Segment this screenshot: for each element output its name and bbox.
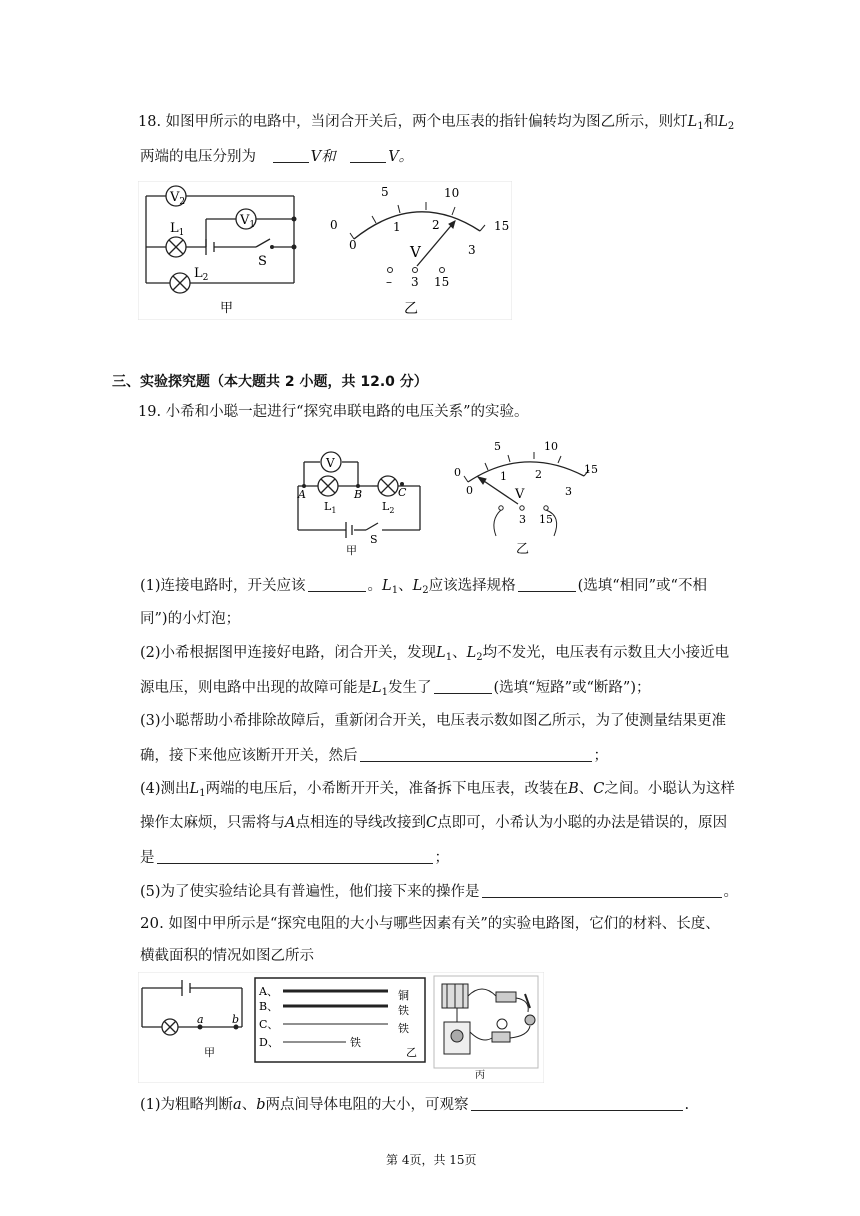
q19-meter-top-0: 0 bbox=[454, 466, 461, 479]
q19-p3-line1: (3)小聪帮助小希排除故障后，重新闭合开关，电压表示数如图乙所示，为了使测量结果更准 bbox=[140, 713, 727, 729]
q19-p5-text-b: 。 bbox=[723, 884, 739, 900]
q18-number: 18. bbox=[138, 114, 162, 130]
q19-l1-letter: L bbox=[324, 500, 332, 513]
q19-terminal-15: 15 bbox=[539, 513, 553, 526]
q19-voltmeter-label: V bbox=[326, 456, 335, 470]
q19-p4-text-f: 点即可，小希认为小聪的办法是错误的，原因 bbox=[437, 815, 728, 831]
q19-switch-label: S bbox=[370, 533, 378, 546]
q20-p1-var-b: b bbox=[256, 1097, 266, 1113]
q19-p4-l: L bbox=[189, 781, 200, 797]
q20-p1-text-b: 两点间导体电阻的大小，可观察 bbox=[265, 1097, 469, 1113]
q19-p2-l: L bbox=[372, 680, 382, 696]
q18-meter-unit: V bbox=[410, 243, 421, 261]
q19-p4-l-sub: 1 bbox=[199, 788, 206, 799]
q18-v1-sub: 1 bbox=[249, 220, 256, 230]
q20-p1-text-a: (1)为粗略判断 bbox=[140, 1097, 234, 1113]
q19-meter-bottom-3: 3 bbox=[565, 485, 572, 498]
q19-p1-blank-1[interactable] bbox=[308, 578, 366, 592]
q19-p2-l1: L bbox=[436, 645, 446, 661]
q20-p1-blank[interactable] bbox=[471, 1097, 683, 1111]
q20-wire-d-material: 铁 bbox=[350, 1036, 361, 1049]
q18-v1-letter: V bbox=[240, 213, 250, 228]
q19-p4-c2: C bbox=[425, 815, 438, 831]
q18-unit-1: V和 bbox=[310, 149, 336, 165]
q19-p2-l-sub: 1 bbox=[381, 687, 389, 698]
q19-meter-top-10: 10 bbox=[544, 440, 558, 453]
q18-caption-jia: 甲 bbox=[220, 301, 234, 316]
q19-p2-text-c: 源电压，则电路中出现的故障可能是 bbox=[140, 680, 372, 696]
q19-p3-line2 bbox=[140, 748, 608, 764]
q19-p2-text-b: 均不发光，电压表有示数且大小接近电 bbox=[482, 645, 730, 661]
q20-caption-jia: 甲 bbox=[204, 1046, 215, 1059]
q18-terminal-3: 3 bbox=[411, 275, 419, 289]
q19-meter-unit: V bbox=[515, 487, 525, 502]
q19-point-a: A bbox=[298, 488, 306, 501]
q19-p1-text-b: 。 bbox=[367, 578, 383, 594]
q19-meter-bottom-2: 2 bbox=[535, 468, 542, 481]
q18-blank-2[interactable] bbox=[350, 149, 386, 163]
q19-meter-top-15: 15 bbox=[584, 463, 598, 476]
q19-p1-l2: L bbox=[412, 578, 423, 594]
q19-p4-b: B bbox=[568, 781, 579, 797]
q19-l2-sub: 2 bbox=[389, 506, 395, 515]
q18-line2 bbox=[140, 149, 413, 165]
q18-terminal-15: 15 bbox=[434, 275, 450, 289]
q18-line1 bbox=[138, 115, 734, 132]
q18-meter-top-10: 10 bbox=[444, 186, 460, 200]
q19-p2-text-a: (2)小希根据图甲连接好电路，闭合开关，发现 bbox=[140, 645, 437, 661]
q19-l1-sub: 1 bbox=[331, 506, 337, 515]
q20-p1 bbox=[140, 1097, 689, 1113]
q18-v2-sub: 2 bbox=[179, 197, 186, 207]
q18-blank-1[interactable] bbox=[273, 149, 309, 163]
q19-p2-l2: L bbox=[466, 645, 477, 661]
q19-p5-blank[interactable] bbox=[482, 884, 722, 898]
q18-l1-letter: L bbox=[170, 221, 179, 236]
q19-number: 19. bbox=[138, 404, 162, 420]
q18-unit-2: V。 bbox=[388, 149, 414, 165]
q18-terminal-neg: – bbox=[386, 275, 392, 289]
section-3-title: 三、实验探究题（本大题共 2 小题，共 12.0 分） bbox=[112, 374, 428, 390]
q20-wire-a-label: A、 bbox=[259, 985, 278, 998]
q18-meter-bottom-2: 2 bbox=[432, 218, 440, 232]
q19-caption-yi: 乙 bbox=[516, 542, 530, 557]
q19-p3-text-b: 确，接下来他应该断开开关，然后 bbox=[140, 748, 358, 764]
q20-number: 20. bbox=[140, 914, 164, 932]
q19-p1-l1-sub: 1 bbox=[391, 585, 399, 596]
q19-p4-blank[interactable] bbox=[157, 850, 433, 864]
q19-l1-label bbox=[324, 500, 336, 515]
q19-p5 bbox=[140, 884, 738, 900]
q20-caption-yi: 乙 bbox=[406, 1046, 417, 1059]
q20-wire-b-label: B、 bbox=[259, 1000, 279, 1013]
q20-wire-d-label: D、 bbox=[259, 1036, 279, 1049]
q20-line2: 横截面积的情况如图乙所示 bbox=[140, 948, 314, 964]
q18-meter-bottom-0: 0 bbox=[349, 238, 357, 252]
q19-p1-comma: 、 bbox=[398, 578, 413, 594]
q18-l1-sub-label: 1 bbox=[178, 228, 185, 238]
q19-p4-text-b: 两端的电压后，小希断开开关，准备拆下电压表，改装在 bbox=[205, 781, 569, 797]
q18-l2-sub: 2 bbox=[727, 121, 735, 132]
q19-p2-text-e: (选填“短路”或“断路”)； bbox=[493, 680, 651, 696]
q19-p4-text-h: ； bbox=[434, 850, 449, 866]
q20-point-a: a bbox=[197, 1013, 204, 1026]
q18-l2: L bbox=[718, 114, 728, 130]
q18-switch-label: S bbox=[258, 254, 267, 269]
q19-p4-line3 bbox=[140, 850, 449, 866]
q19-meter-bottom-0: 0 bbox=[466, 484, 473, 497]
q19-p4-text-d: 操作太麻烦，只需将与 bbox=[140, 815, 285, 831]
q19-p4-c: C bbox=[593, 781, 605, 797]
q20-caption-bing: 丙 bbox=[475, 1070, 485, 1081]
q19-intro bbox=[138, 405, 529, 420]
q19-p1-l1: L bbox=[382, 578, 392, 594]
q18-text-2: 两端的电压分别为 bbox=[140, 149, 256, 165]
q20-line1 bbox=[140, 916, 720, 932]
q19-p3-text-c: ； bbox=[593, 748, 608, 764]
q20-p1-text-c: . bbox=[684, 1097, 690, 1113]
q19-terminal-3: 3 bbox=[519, 513, 526, 526]
q20-text-1: 如图中甲所示是“探究电阻的大小与哪些因素有关”的实验电路图，它们的材料、长度、 bbox=[168, 916, 720, 932]
q20-p1-var-a: a bbox=[233, 1097, 242, 1113]
q19-point-c: C bbox=[398, 486, 407, 499]
q19-p4-line2 bbox=[140, 816, 727, 831]
q18-and: 和 bbox=[703, 114, 719, 130]
q18-meter-top-15: 15 bbox=[494, 219, 510, 233]
q19-p4-text-c: 之间。小聪认为这样 bbox=[604, 781, 735, 797]
q19-p2-line1 bbox=[140, 646, 729, 663]
q19-l2-label bbox=[382, 500, 394, 515]
q19-p1-text-a: (1)连接电路时，开关应该 bbox=[140, 578, 306, 594]
q19-caption-jia: 甲 bbox=[346, 544, 357, 557]
q19-p4-dun: 、 bbox=[578, 781, 594, 797]
q18-l1-sub: 1 bbox=[697, 121, 704, 132]
q19-p1-line1 bbox=[140, 578, 707, 596]
q19-p2-text-d: 发生了 bbox=[388, 680, 432, 696]
page-footer: 第 4页，共 15页 bbox=[386, 1153, 477, 1167]
q19-p1-text-d: (选填“相同”或“不相 bbox=[577, 578, 707, 594]
q19-p4-text-e: 点相连的导线改接到 bbox=[295, 815, 426, 831]
q19-figure bbox=[290, 440, 610, 560]
q20-wire-b-material: 铁 bbox=[398, 1004, 409, 1017]
q18-meter-top-0: 0 bbox=[330, 218, 338, 232]
q19-p4-line1 bbox=[140, 782, 735, 799]
q19-meter-bottom-1: 1 bbox=[500, 470, 507, 483]
q19-p4-a: A bbox=[285, 815, 296, 831]
q20-p1-dun: 、 bbox=[241, 1097, 257, 1113]
q19-p2-blank[interactable] bbox=[434, 680, 492, 694]
q18-figure bbox=[138, 181, 512, 320]
q19-p1-l2-sub: 2 bbox=[422, 585, 429, 596]
q20-wire-c-label: C、 bbox=[259, 1018, 279, 1031]
q18-caption-yi: 乙 bbox=[404, 301, 418, 317]
q18-text-1: 如图甲所示的电路中，当闭合开关后，两个电压表的指针偏转均为图乙所示，则灯 bbox=[165, 114, 688, 130]
q19-meter-top-5: 5 bbox=[494, 440, 501, 453]
q18-meter-bottom-3: 3 bbox=[468, 243, 476, 257]
q19-p2-l1-sub: 1 bbox=[445, 652, 453, 663]
q19-p1-text-c: 应该选择规格 bbox=[428, 578, 516, 594]
q20-figure bbox=[138, 972, 544, 1083]
q20-wire-c-material: 铁 bbox=[398, 1022, 409, 1035]
q19-p3-blank[interactable] bbox=[360, 748, 592, 762]
q18-l2-letter: L bbox=[194, 266, 203, 281]
q20-wire-a-material: 铜 bbox=[398, 989, 409, 1002]
q18-l2-sub-label: 2 bbox=[202, 273, 209, 283]
q19-point-b: B bbox=[354, 488, 363, 501]
q19-p5-text-a: (5)为了使实验结论具有普遍性，他们接下来的操作是 bbox=[140, 884, 480, 900]
q18-l1: L bbox=[687, 114, 698, 130]
q19-p4-text-a: (4)测出 bbox=[140, 781, 190, 797]
q18-meter-bottom-1: 1 bbox=[393, 220, 401, 234]
q19-p1-blank-2[interactable] bbox=[518, 578, 576, 592]
q19-intro-text: 小希和小聪一起进行“探究串联电路的电压关系”的实验。 bbox=[165, 404, 529, 420]
q19-p1-line2: 同”)的小灯泡； bbox=[140, 611, 241, 627]
q20-point-b: b bbox=[232, 1013, 240, 1026]
q19-p2-comma: 、 bbox=[452, 645, 467, 661]
q19-p2-l2-sub: 2 bbox=[476, 652, 483, 663]
q19-l2-letter: L bbox=[382, 500, 390, 513]
q19-p2-line2 bbox=[140, 680, 650, 698]
q19-p4-text-g: 是 bbox=[140, 850, 155, 866]
q18-meter-top-5: 5 bbox=[381, 185, 389, 199]
q18-v2-letter: V bbox=[170, 190, 180, 205]
